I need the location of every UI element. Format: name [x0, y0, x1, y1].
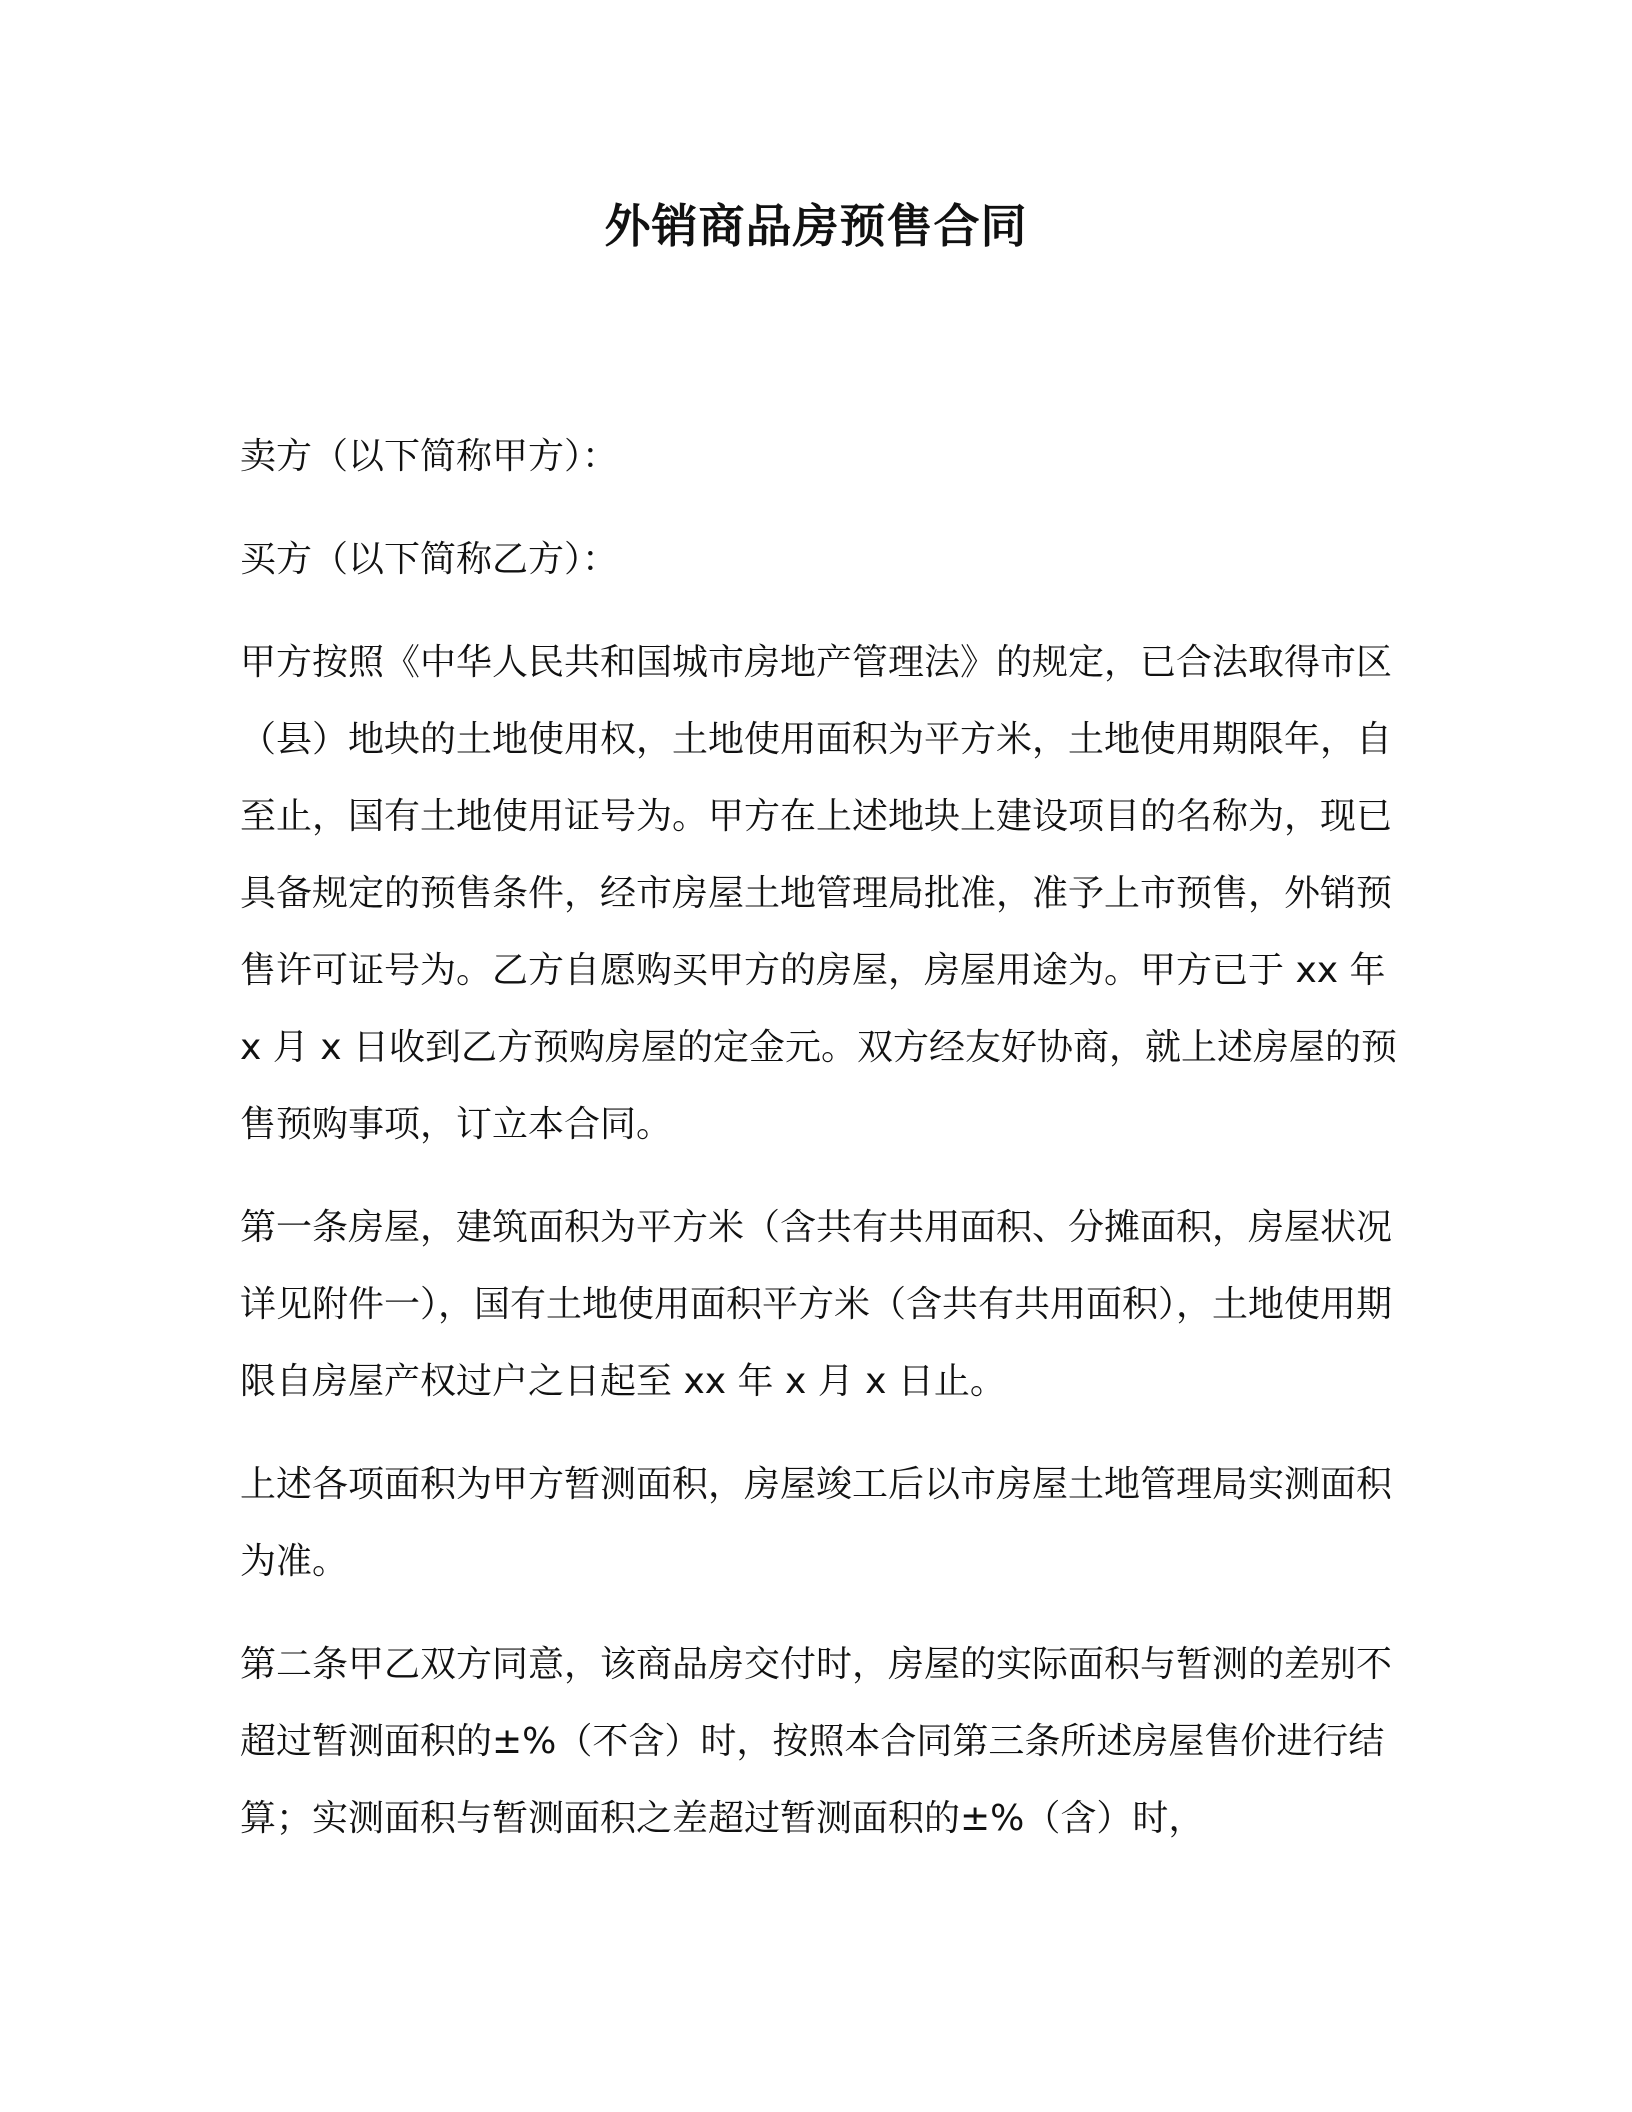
document-title: 外销商品房预售合同	[604, 199, 1028, 253]
article-one-paragraph: 第一条房屋，建筑面积为平方米（含共有共用面积、分摊面积，房屋状况详见附件一），国有土地使用面积平方米（含共有共用面积），土地使用期限自房屋产权过户之日起至 xx 年 x 月 x 日止。	[240, 1207, 1393, 1402]
area-note-paragraph: 上述各项面积为甲方暂测面积，房屋竣工后以市房屋土地管理局实测面积为准。	[240, 1464, 1393, 1582]
buyer-line: 买方（以下简称乙方）：	[240, 539, 619, 580]
document-body	[240, 418, 1400, 1883]
article-two-paragraph: 第二条甲乙双方同意，该商品房交付时，房屋的实际面积与暂测的差别不超过暂测面积的±%（不含）时，按照本合同第三条所述房屋售价进行结算；实测面积与暂测面积之差超过暂测面积的±%（含）时，	[240, 1644, 1393, 1839]
preamble-paragraph: 甲方按照《中华人民共和国城市房地产管理法》的规定，已合法取得市区（县）地块的土地使用权，土地使用面积为平方米，土地使用期限年，自至止，国有土地使用证号为。甲方在上述地块上建设项目的名称为，现已具备规定的预售条件，经市房屋土地管理局批准，准予上市预售，外销预售许可证号为。乙方自愿购买甲方的房屋，房屋用途为。甲方已于 xx 年 x 月 x 日收到乙方预购房屋的定金元。双方经友好协商，就上述房屋的预售预购事项，订立本合同。	[240, 642, 1397, 1145]
seller-line: 卖方（以下简称甲方）：	[240, 436, 619, 477]
